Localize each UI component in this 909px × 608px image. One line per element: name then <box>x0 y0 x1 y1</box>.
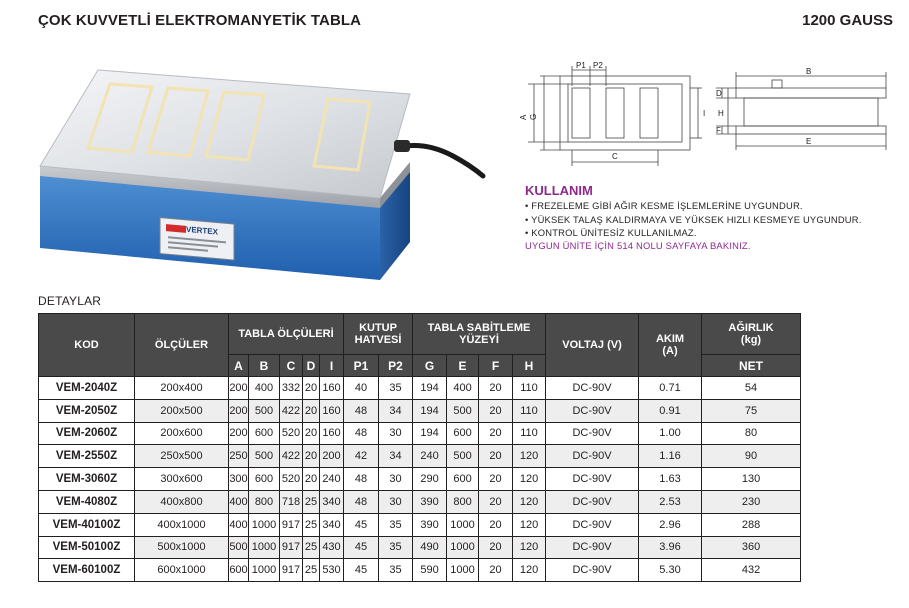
diagram-label-g: G <box>529 113 538 120</box>
cell-b: 600 <box>249 468 280 491</box>
cell-d: 20 <box>303 422 320 445</box>
specs-table-body <box>39 377 801 582</box>
diagram-label-h: H <box>718 109 724 118</box>
cell-f: 20 <box>479 468 513 491</box>
cell-g: 290 <box>413 468 447 491</box>
cell-p1: 48 <box>344 490 379 513</box>
cell-h: 120 <box>513 468 546 491</box>
cell-a: 200 <box>229 399 249 422</box>
cell-p1: 48 <box>344 422 379 445</box>
cell-voltaj: DC-90V <box>546 468 639 491</box>
cell-f: 20 <box>479 422 513 445</box>
cell-kod: VEM-4080Z <box>39 490 135 513</box>
cell-g: 390 <box>413 513 447 536</box>
table-row <box>39 399 801 422</box>
cell-p2: 35 <box>379 536 413 559</box>
cell-e: 600 <box>447 468 479 491</box>
cell-agirlik: 75 <box>702 399 801 422</box>
cell-akim: 2.53 <box>639 490 702 513</box>
cell-g: 390 <box>413 490 447 513</box>
header-kod: KOD <box>39 314 135 377</box>
diagram-label-e: E <box>806 137 812 146</box>
cell-kod: VEM-50100Z <box>39 536 135 559</box>
cell-b: 500 <box>249 445 280 468</box>
cell-c: 917 <box>280 536 303 559</box>
cell-p2: 34 <box>379 445 413 468</box>
dimension-diagram <box>520 62 900 172</box>
cell-akim: 1.00 <box>639 422 702 445</box>
details-label: DETAYLAR <box>38 294 102 308</box>
cell-p1: 45 <box>344 536 379 559</box>
diagram-label-i: I <box>703 109 706 118</box>
cell-p2: 35 <box>379 377 413 400</box>
diagram-label-d: D <box>716 89 722 98</box>
usage-list <box>525 199 862 240</box>
cell-p1: 42 <box>344 445 379 468</box>
cell-b: 400 <box>249 377 280 400</box>
cell-i: 340 <box>320 490 344 513</box>
cell-i: 340 <box>320 513 344 536</box>
header-net: NET <box>702 355 801 377</box>
cell-agirlik: 90 <box>702 445 801 468</box>
cell-c: 520 <box>280 468 303 491</box>
cell-e: 1000 <box>447 536 479 559</box>
page-title: ÇOK KUVVETLİ ELEKTROMANYETİK TABLA <box>38 12 362 29</box>
cell-g: 240 <box>413 445 447 468</box>
header-p1: P1 <box>344 355 379 377</box>
header-c: C <box>280 355 303 377</box>
cell-c: 422 <box>280 399 303 422</box>
cell-kod: VEM-2040Z <box>39 377 135 400</box>
cell-c: 332 <box>280 377 303 400</box>
cell-f: 20 <box>479 536 513 559</box>
cell-agirlik: 80 <box>702 422 801 445</box>
cell-voltaj: DC-90V <box>546 445 639 468</box>
cell-akim: 0.71 <box>639 377 702 400</box>
header-p2: P2 <box>379 355 413 377</box>
cell-p1: 40 <box>344 377 379 400</box>
cell-f: 20 <box>479 559 513 582</box>
cell-e: 1000 <box>447 513 479 536</box>
cell-g: 194 <box>413 422 447 445</box>
cell-olculer: 600x1000 <box>135 559 229 582</box>
cell-a: 200 <box>229 422 249 445</box>
cell-d: 25 <box>303 559 320 582</box>
header-e: E <box>447 355 479 377</box>
cell-p2: 30 <box>379 490 413 513</box>
cell-c: 422 <box>280 445 303 468</box>
table-row <box>39 490 801 513</box>
cell-b: 600 <box>249 422 280 445</box>
cell-h: 120 <box>513 490 546 513</box>
cell-voltaj: DC-90V <box>546 559 639 582</box>
diagram-label-p1: P1 <box>576 61 586 70</box>
header-h: H <box>513 355 546 377</box>
header-olculer: ÖLÇÜLER <box>135 314 229 377</box>
cell-h: 120 <box>513 559 546 582</box>
product-label-brand: VERTEX <box>186 224 218 237</box>
cell-e: 500 <box>447 399 479 422</box>
cell-olculer: 400x800 <box>135 490 229 513</box>
usage-item: • FREZELEME GİBİ AĞIR KESME İŞLEMLERİNE UYGUNDUR. <box>525 200 803 211</box>
header-g: G <box>413 355 447 377</box>
cell-agirlik: 288 <box>702 513 801 536</box>
cell-f: 20 <box>479 490 513 513</box>
cell-p2: 34 <box>379 399 413 422</box>
cell-agirlik: 130 <box>702 468 801 491</box>
cell-a: 400 <box>229 513 249 536</box>
cell-c: 520 <box>280 422 303 445</box>
cell-a: 500 <box>229 536 249 559</box>
cell-c: 917 <box>280 559 303 582</box>
cell-p2: 35 <box>379 559 413 582</box>
cell-p2: 35 <box>379 513 413 536</box>
cell-kod: VEM-3060Z <box>39 468 135 491</box>
cell-p1: 45 <box>344 513 379 536</box>
cell-b: 1000 <box>249 513 280 536</box>
cell-p1: 48 <box>344 468 379 491</box>
cell-d: 25 <box>303 536 320 559</box>
cell-i: 530 <box>320 559 344 582</box>
diagram-label-c: C <box>612 152 618 161</box>
cell-h: 110 <box>513 399 546 422</box>
cell-i: 240 <box>320 468 344 491</box>
cell-h: 120 <box>513 513 546 536</box>
cell-kod: VEM-2050Z <box>39 399 135 422</box>
cell-olculer: 200x600 <box>135 422 229 445</box>
cell-akim: 5.30 <box>639 559 702 582</box>
cell-d: 25 <box>303 490 320 513</box>
diagram-label-f: F <box>716 126 721 135</box>
cell-voltaj: DC-90V <box>546 422 639 445</box>
cell-f: 20 <box>479 399 513 422</box>
table-row <box>39 445 801 468</box>
cell-p2: 30 <box>379 422 413 445</box>
cell-olculer: 250x500 <box>135 445 229 468</box>
cell-kod: VEM-2550Z <box>39 445 135 468</box>
specs-table <box>38 313 801 582</box>
header-b: B <box>249 355 280 377</box>
cell-p1: 45 <box>344 559 379 582</box>
usage-title: KULLANIM <box>525 183 593 198</box>
cell-akim: 1.63 <box>639 468 702 491</box>
usage-item: • KONTROL ÜNİTESİZ KULLANILMAZ. <box>525 227 697 239</box>
cell-h: 110 <box>513 377 546 400</box>
cell-b: 500 <box>249 399 280 422</box>
table-row <box>39 513 801 536</box>
cell-a: 200 <box>229 377 249 400</box>
cell-d: 25 <box>303 513 320 536</box>
cell-e: 800 <box>447 490 479 513</box>
cell-g: 194 <box>413 399 447 422</box>
cell-i: 200 <box>320 445 344 468</box>
cell-voltaj: DC-90V <box>546 377 639 400</box>
gauss-rating: 1200 GAUSS <box>802 12 893 29</box>
cell-d: 20 <box>303 377 320 400</box>
header-i: I <box>320 355 344 377</box>
header-agirlik: AĞIRLIK (kg) <box>702 314 801 355</box>
product-photo <box>28 66 488 284</box>
cell-voltaj: DC-90V <box>546 536 639 559</box>
cell-olculer: 400x1000 <box>135 513 229 536</box>
cell-i: 160 <box>320 422 344 445</box>
table-row <box>39 377 801 400</box>
header-kutup-hatvesi: KUTUP HATVESİ <box>344 314 413 355</box>
cell-f: 20 <box>479 513 513 536</box>
usage-note: UYGUN ÜNİTE İÇİN 514 NOLU SAYFAYA BAKINIZ. <box>525 240 751 251</box>
cell-e: 500 <box>447 445 479 468</box>
cell-olculer: 500x1000 <box>135 536 229 559</box>
header-a: A <box>229 355 249 377</box>
cell-e: 600 <box>447 422 479 445</box>
diagram-label-p2: P2 <box>593 61 603 70</box>
cell-a: 400 <box>229 490 249 513</box>
cell-c: 718 <box>280 490 303 513</box>
cell-h: 110 <box>513 422 546 445</box>
diagram-label-a: A <box>519 114 528 120</box>
header-voltaj: VOLTAJ (V) <box>546 314 639 377</box>
cell-kod: VEM-60100Z <box>39 559 135 582</box>
cell-e: 400 <box>447 377 479 400</box>
cell-f: 20 <box>479 377 513 400</box>
cell-i: 430 <box>320 536 344 559</box>
cell-d: 20 <box>303 468 320 491</box>
cell-voltaj: DC-90V <box>546 490 639 513</box>
cell-akim: 0.91 <box>639 399 702 422</box>
cell-agirlik: 230 <box>702 490 801 513</box>
usage-item: • YÜKSEK TALAŞ KALDIRMAYA VE YÜKSEK HIZLI KESMEYE UYGUNDUR. <box>525 213 862 225</box>
cell-p2: 30 <box>379 468 413 491</box>
cell-g: 590 <box>413 559 447 582</box>
cell-h: 120 <box>513 445 546 468</box>
cell-olculer: 200x500 <box>135 399 229 422</box>
cell-akim: 2.96 <box>639 513 702 536</box>
cell-olculer: 200x400 <box>135 377 229 400</box>
diagram-label-b: B <box>806 67 812 76</box>
cell-a: 250 <box>229 445 249 468</box>
cell-voltaj: DC-90V <box>546 399 639 422</box>
cell-h: 120 <box>513 536 546 559</box>
cell-i: 160 <box>320 377 344 400</box>
cell-b: 1000 <box>249 559 280 582</box>
header-tabla-sabitleme: TABLA SABİTLEME YÜZEYİ <box>413 314 546 355</box>
cell-d: 20 <box>303 399 320 422</box>
table-row <box>39 422 801 445</box>
cell-akim: 1.16 <box>639 445 702 468</box>
cell-kod: VEM-40100Z <box>39 513 135 536</box>
cell-b: 1000 <box>249 536 280 559</box>
header-d: D <box>303 355 320 377</box>
cell-c: 917 <box>280 513 303 536</box>
table-row <box>39 468 801 491</box>
header-f: F <box>479 355 513 377</box>
table-row <box>39 536 801 559</box>
cell-agirlik: 54 <box>702 377 801 400</box>
cell-voltaj: DC-90V <box>546 513 639 536</box>
cell-f: 20 <box>479 445 513 468</box>
header-akim: AKIM (A) <box>639 314 702 377</box>
cell-agirlik: 432 <box>702 559 801 582</box>
cell-i: 160 <box>320 399 344 422</box>
cell-g: 194 <box>413 377 447 400</box>
cell-e: 1000 <box>447 559 479 582</box>
header-tabla-olculeri: TABLA ÖLÇÜLERİ <box>229 314 344 355</box>
cell-akim: 3.96 <box>639 536 702 559</box>
cell-p1: 48 <box>344 399 379 422</box>
cell-kod: VEM-2060Z <box>39 422 135 445</box>
cell-agirlik: 360 <box>702 536 801 559</box>
cell-b: 800 <box>249 490 280 513</box>
cell-d: 20 <box>303 445 320 468</box>
cell-olculer: 300x600 <box>135 468 229 491</box>
cell-a: 300 <box>229 468 249 491</box>
cell-a: 600 <box>229 559 249 582</box>
table-row <box>39 559 801 582</box>
cell-g: 490 <box>413 536 447 559</box>
